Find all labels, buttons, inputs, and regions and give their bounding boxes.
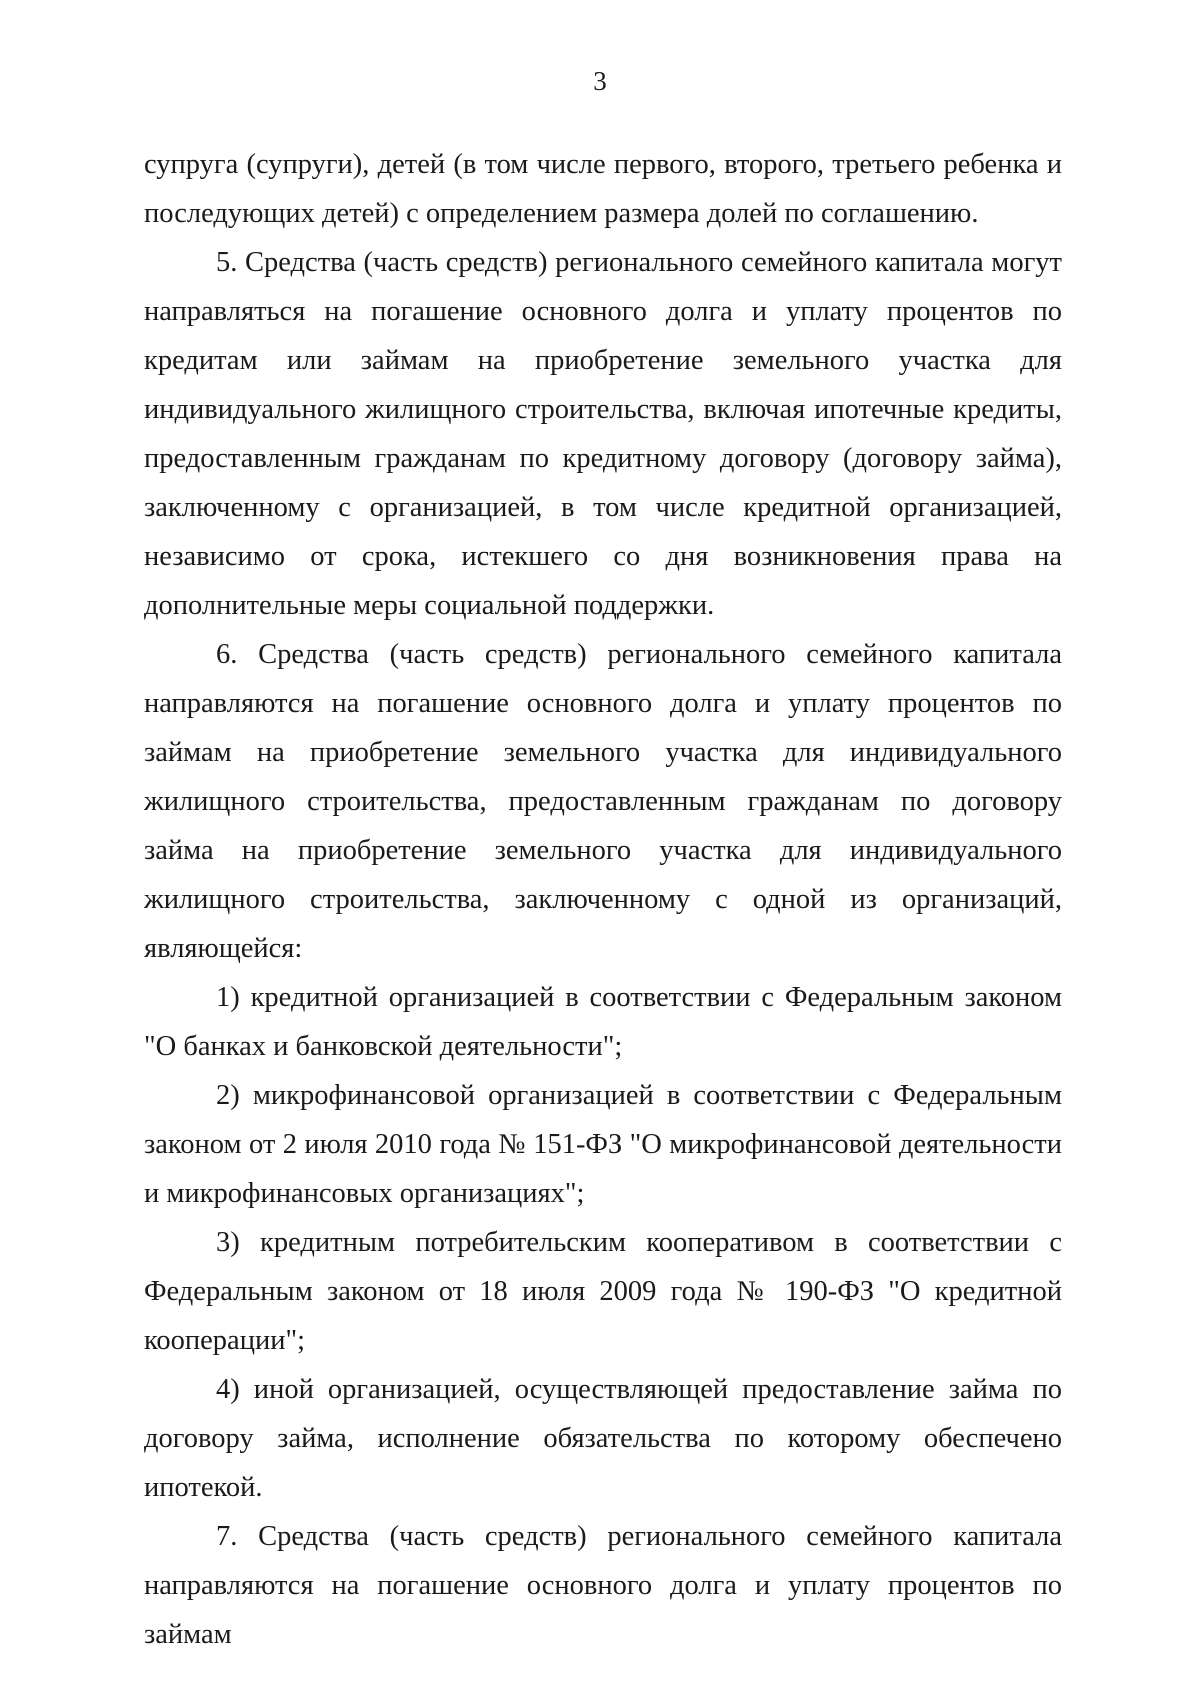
list-item-1: 1) кредитной организацией в соответствии с Федеральным законом "О банках и банковской деятельности"; bbox=[144, 982, 1062, 1062]
list-item-3: 3) кредитным потребительским кооперативом в соответствии с Федеральным законом от 18 июля 2009 года № 190-ФЗ "О кредитной кооперации"; bbox=[144, 1227, 1062, 1356]
paragraph-6: 6. Средства (часть средств) регионального семейного капитала направляются на погашение основного долга и уплату процентов по займам на приобретение земельного участка для индивидуального жилищного строительства, предоставленным гражданам по договору займа на приобретение земельного участка для индивидуального жилищного строительства, заключенному с одной из организаций, являющейся: bbox=[144, 639, 1062, 964]
list-item-2: 2) микрофинансовой организацией в соответствии с Федеральным законом от 2 июля 2010 года № 151-ФЗ "О микрофинансовой деятельности и микрофинансовых организациях"; bbox=[144, 1080, 1062, 1209]
document-body bbox=[144, 140, 1062, 1659]
paragraph-continuation: супруга (супруги), детей (в том числе первого, второго, третьего ребенка и последующих детей) с определением размера долей по соглашению. bbox=[144, 149, 1062, 229]
paragraph-7: 7. Средства (часть средств) регионального семейного капитала направляются на погашение основного долга и уплату процентов по займам bbox=[144, 1521, 1062, 1650]
page-number: 3 bbox=[593, 66, 607, 96]
paragraph-5: 5. Средства (часть средств) регионального семейного капитала могут направляться на погашение основного долга и уплату процентов по кредитам или займам на приобретение земельного участка для индивидуального жилищного строительства, включая ипотечные кредиты, предоставленным гражданам по кредитному договору (договору займа), заключенному с организацией, в том числе кредитной организацией, независимо от срока, истекшего со дня возникновения права на дополнительные меры социальной поддержки. bbox=[144, 247, 1062, 621]
list-item-4: 4) иной организацией, осуществляющей предоставление займа по договору займа, исполнение обязательства по которому обеспечено ипотекой. bbox=[144, 1374, 1062, 1503]
